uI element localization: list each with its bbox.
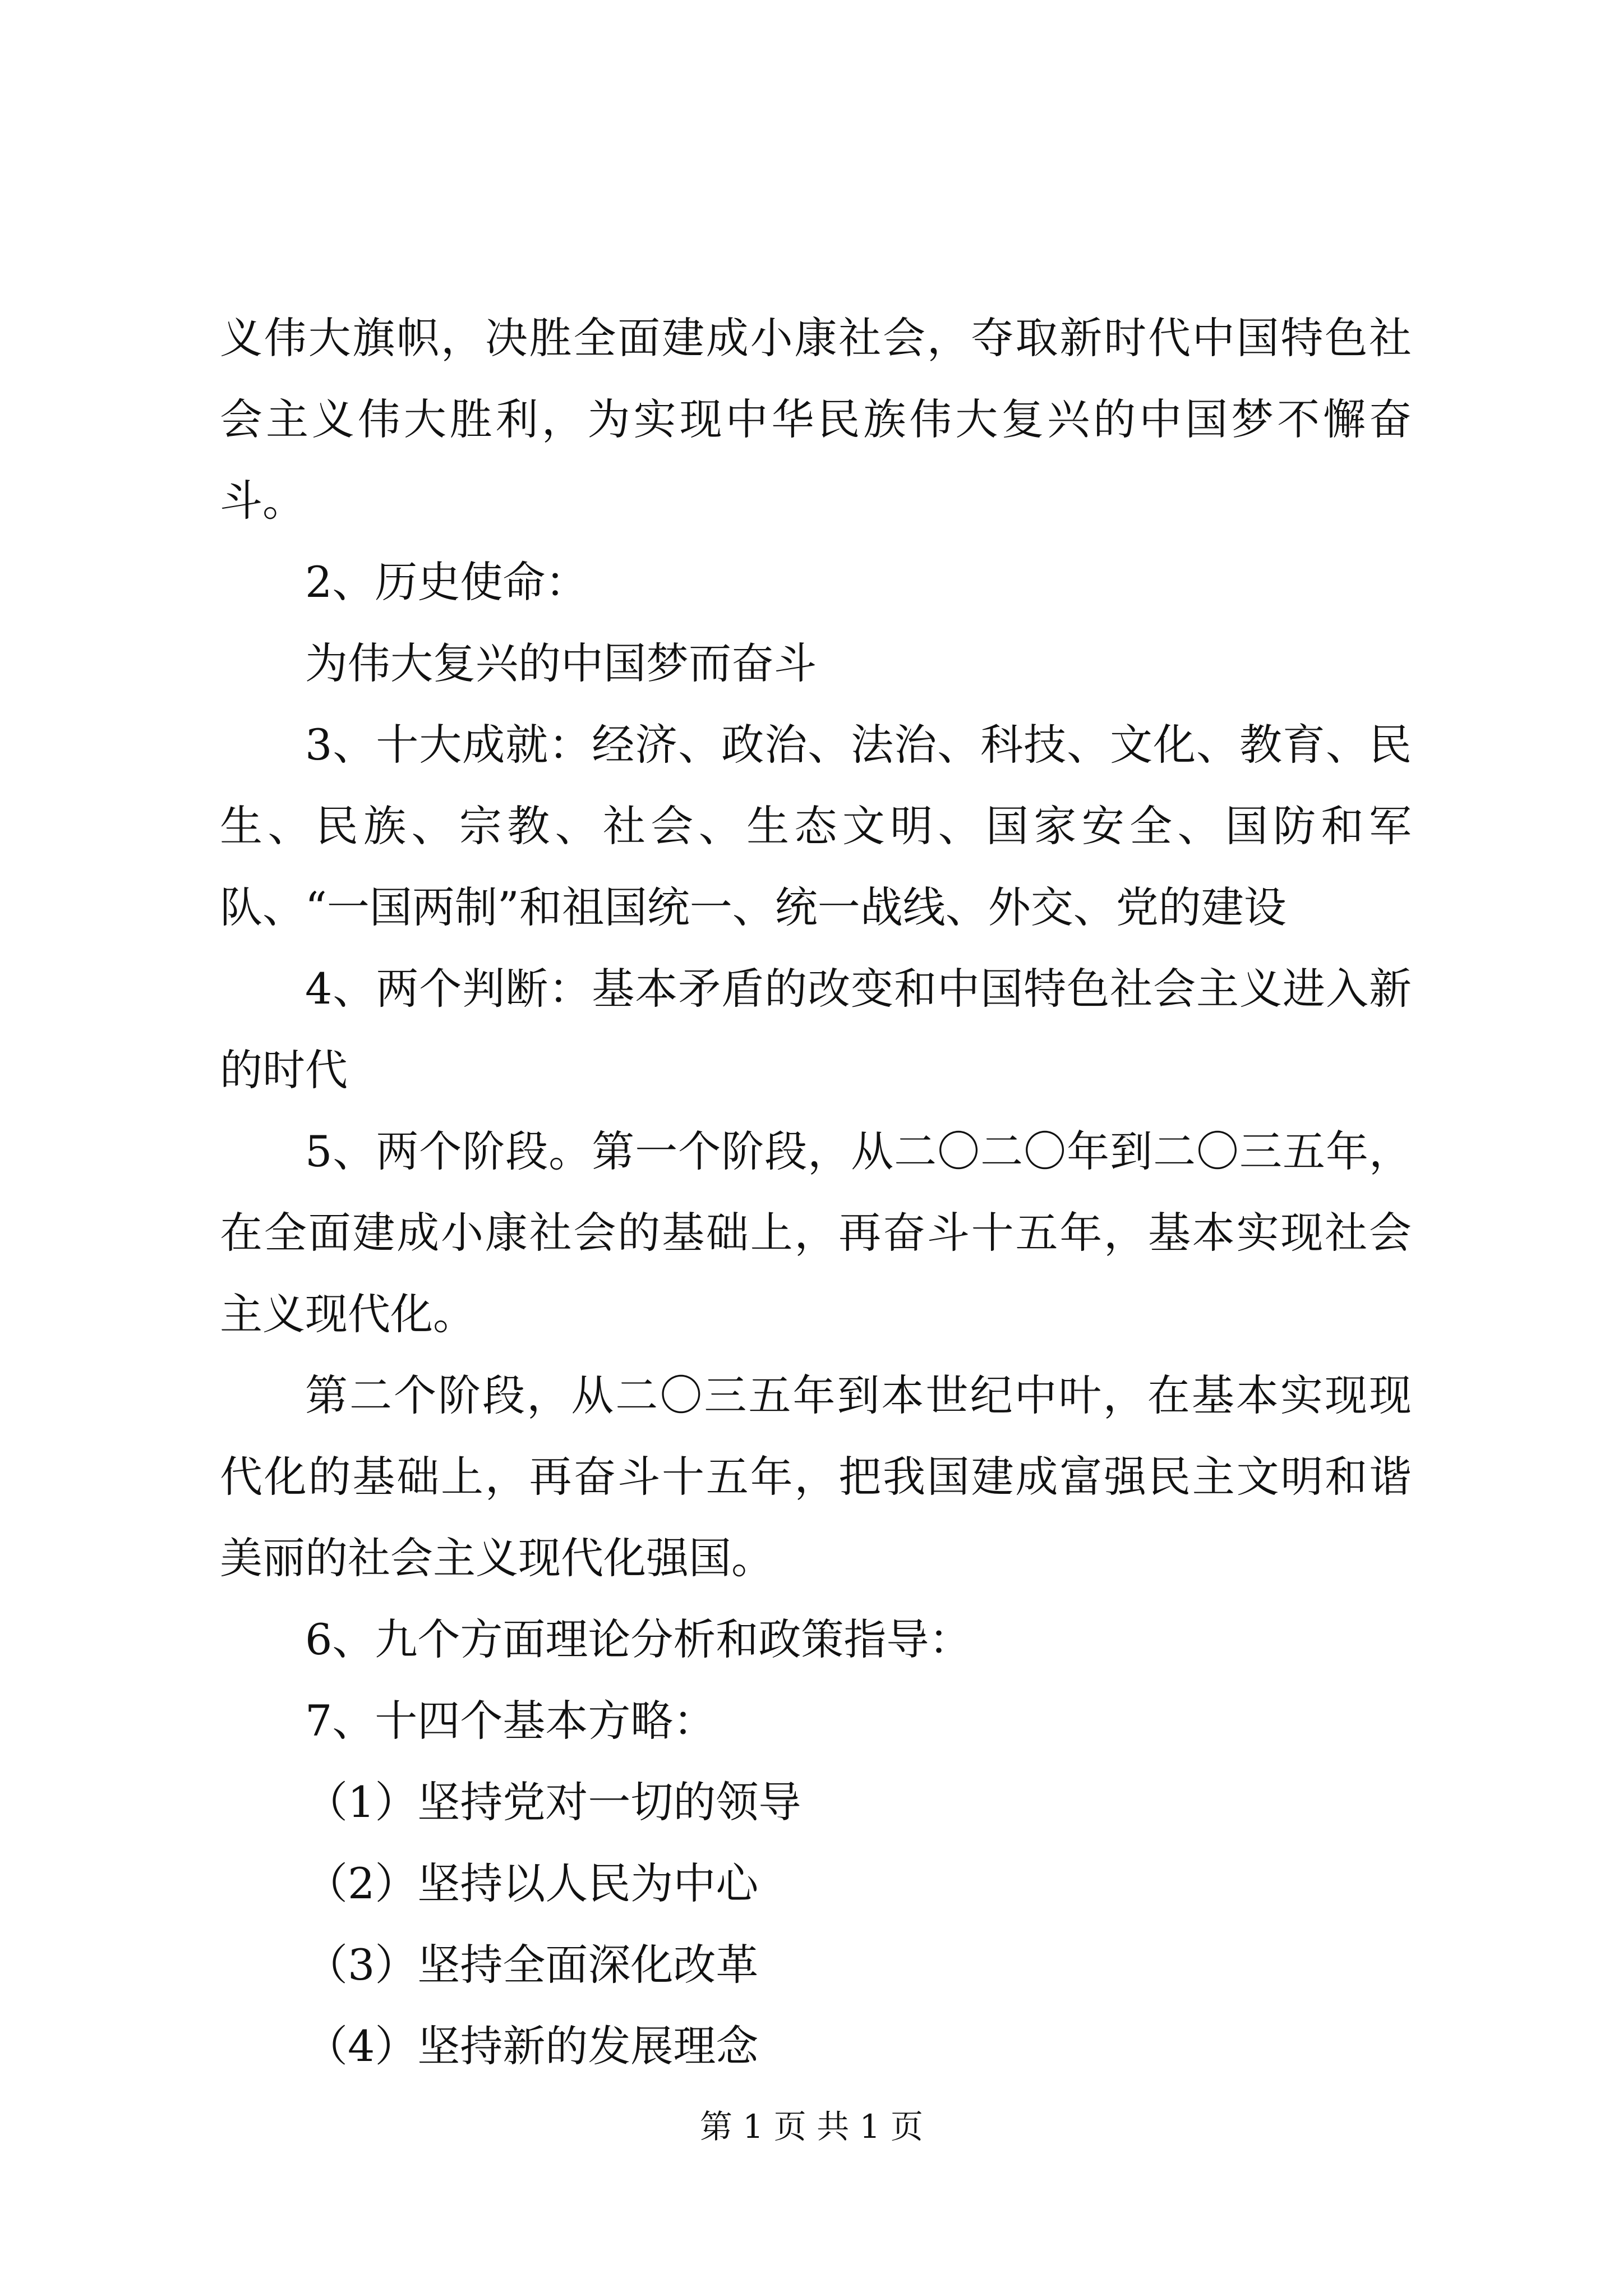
page-number-label: 第 1 页 共 1 页 [700, 2108, 923, 2146]
paragraph-historical-mission-heading: 2、历史使命： [305, 557, 588, 607]
paragraph-second-stage: 第二个阶段，从二〇三五年到本世纪中叶，在基本实现现代化的基础上，再奋斗十五年，把我国建成富强民主文明和谐美丽的社会主义现代化强国。 [220, 1370, 1412, 1583]
paragraph-fourteen-strategies: 7、十四个基本方略： [305, 1696, 716, 1746]
list-item: （3）坚持全面深化改革 [305, 1940, 759, 1990]
paragraph-ten-achievements: 3、十大成就：经济、政治、法治、科技、文化、教育、民生、民族、宗教、社会、生态文明、国家安全、国防和军队、“一国两制”和祖国统一、统一战线、外交、党的建设 [220, 720, 1412, 932]
list-item: （1）坚持党对一切的领导 [305, 1777, 801, 1827]
paragraph-two-stages: 5、两个阶段。第一个阶段，从二〇二〇年到二〇三五年，在全面建成小康社会的基础上，再奋斗十五年，基本实现社会主义现代化。 [220, 1126, 1412, 1339]
paragraph-historical-mission: 为伟大复兴的中国梦而奋斗 [305, 638, 817, 688]
document-body [220, 297, 1412, 2087]
paragraph-two-judgments: 4、两个判断：基本矛盾的改变和中国特色社会主义进入新的时代 [220, 964, 1412, 1095]
list-item: （4）坚持新的发展理念 [305, 2021, 759, 2071]
list-item: （2）坚持以人民为中心 [305, 1858, 759, 1908]
page-footer [0, 2100, 1623, 2147]
strategy-list [220, 1761, 1412, 2087]
paragraph-continuation: 义伟大旗帜，决胜全面建成小康社会，夺取新时代中国特色社会主义伟大胜利，为实现中华民族伟大复兴的中国梦不懈奋斗。 [220, 313, 1412, 526]
paragraph-nine-aspects: 6、九个方面理论分析和政策指导： [305, 1614, 972, 1664]
